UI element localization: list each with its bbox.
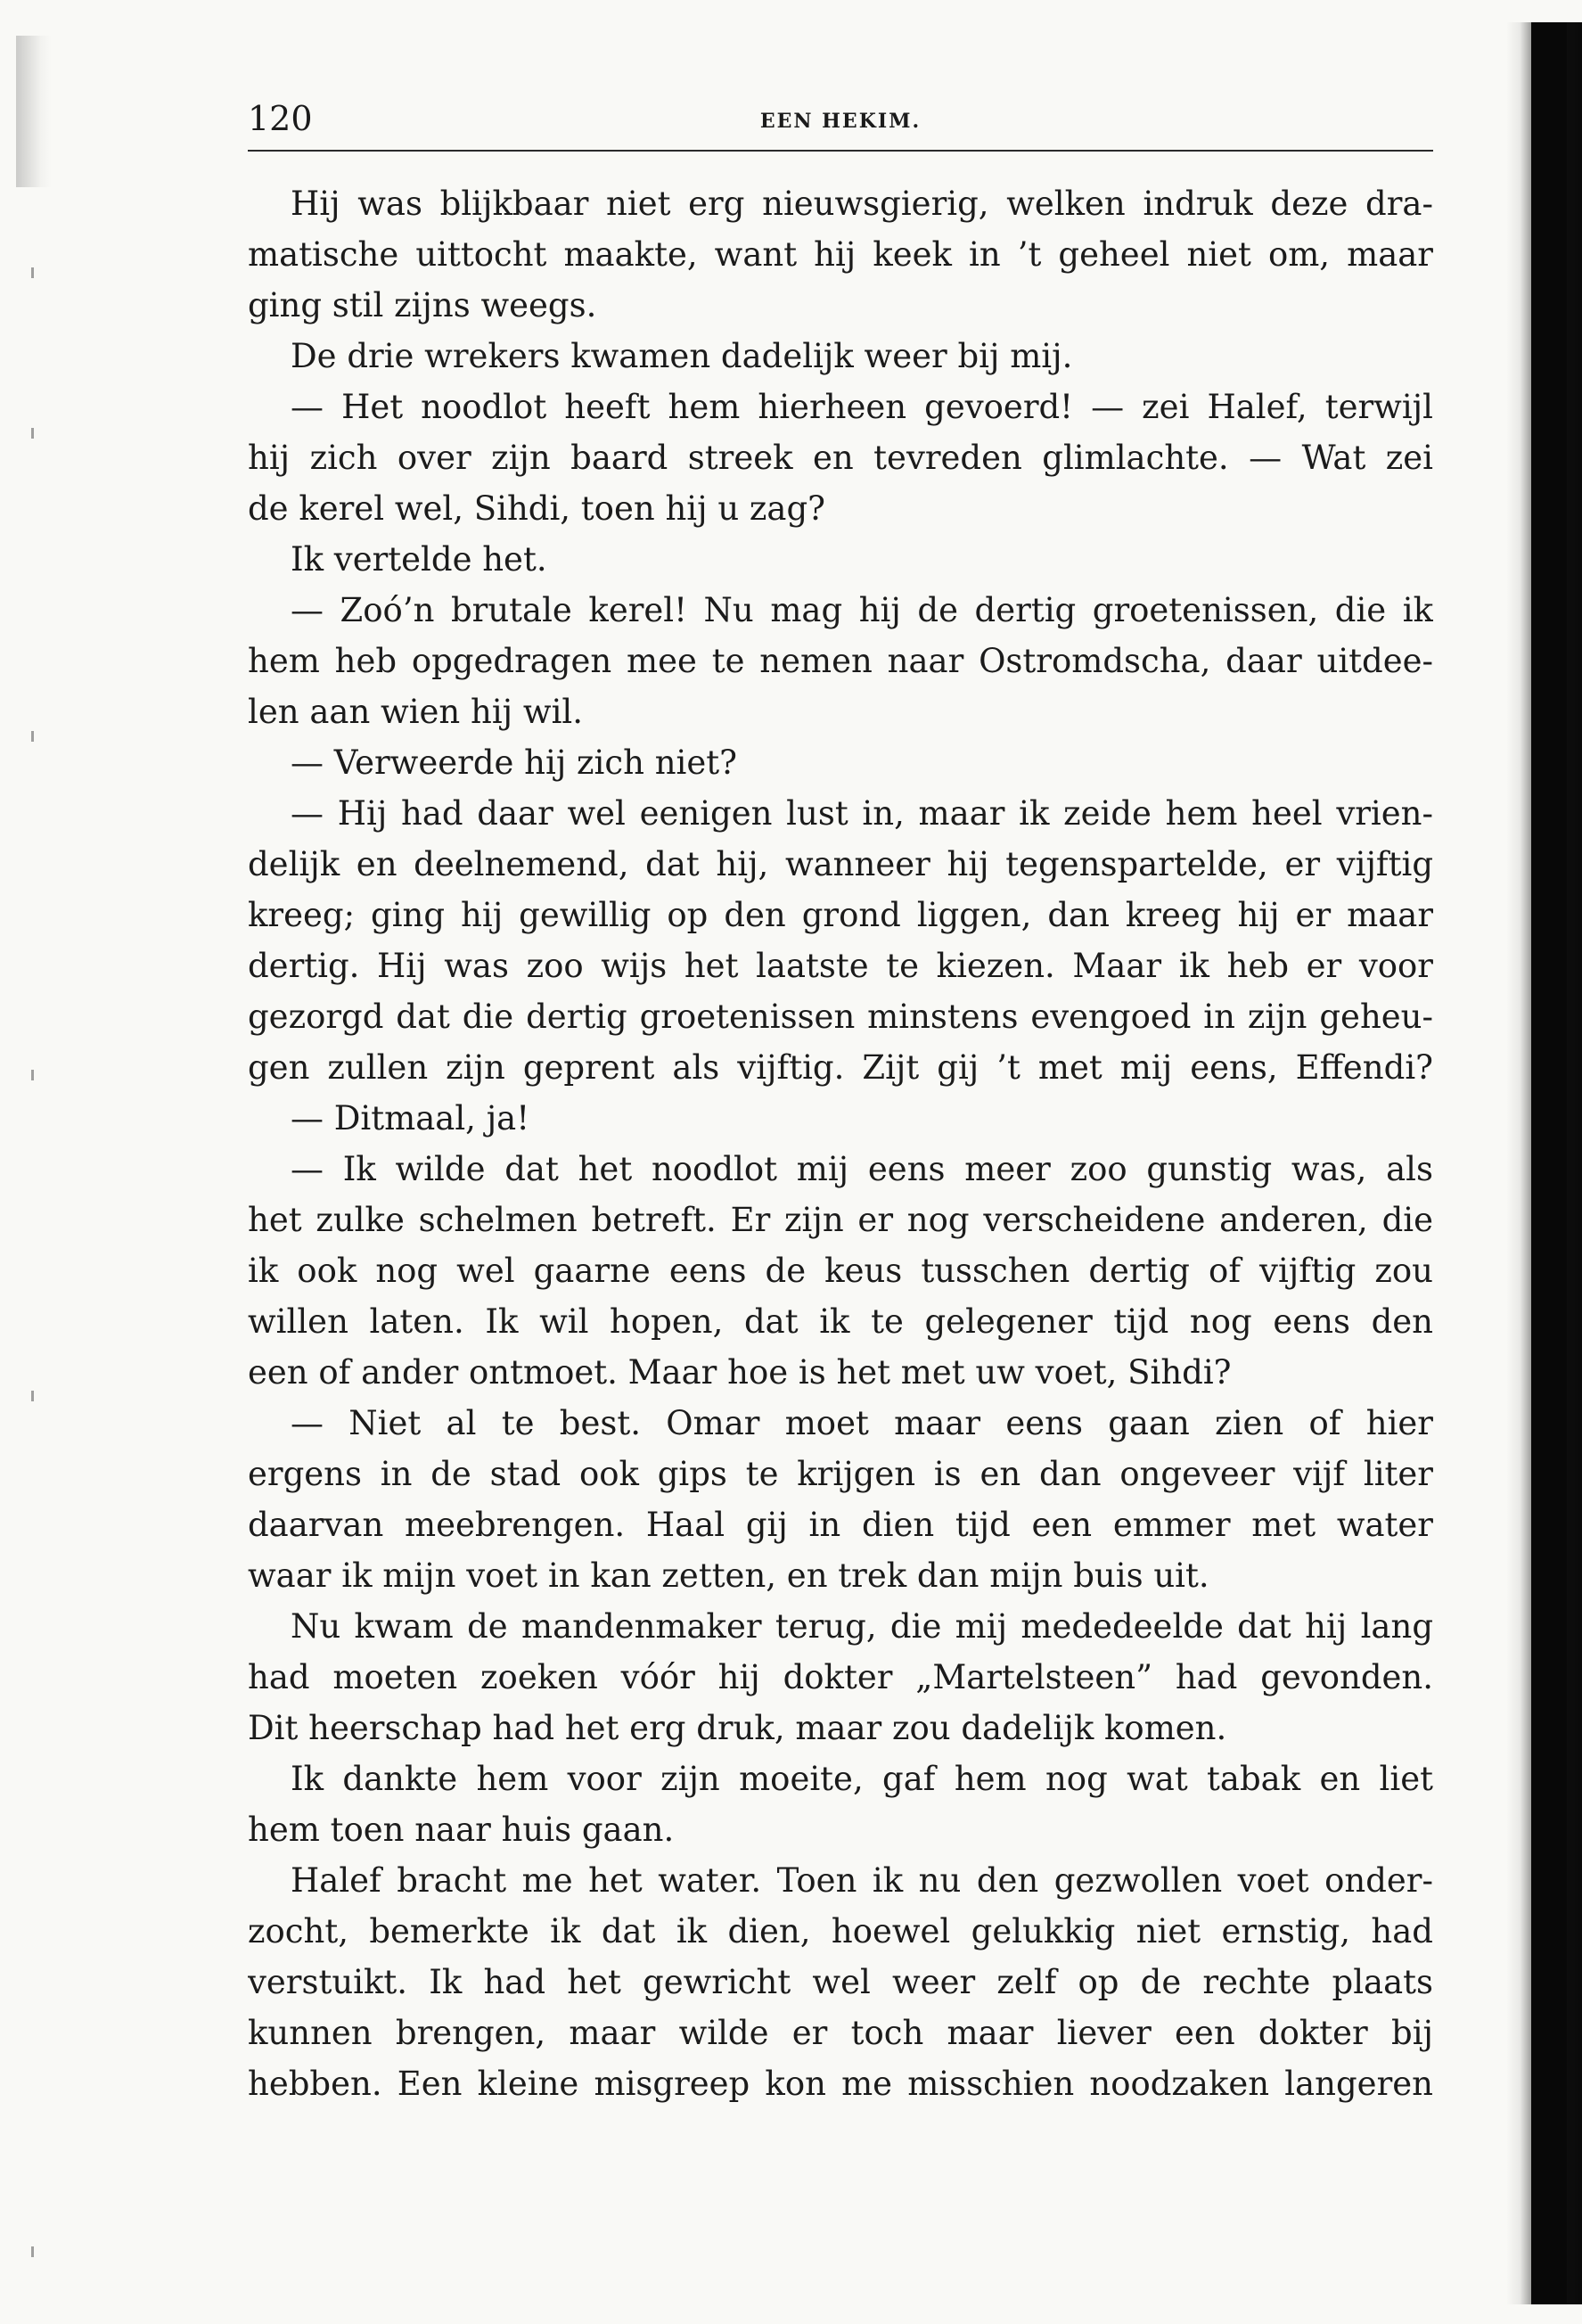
text-line: Hij was blijkbaar niet erg nieuwsgierig, welken indruk deze dra- [291, 185, 1433, 223]
text-line: Halef bracht me het water. Toen ik nu den gezwollen voet onder- [291, 1861, 1433, 1900]
text-line: ik ook nog wel gaarne eens de keus tusschen dertig of vijftig zou [248, 1252, 1433, 1290]
text-line: kunnen brengen, maar wilde er toch maar liever een dokter bij [248, 2014, 1433, 2052]
binding-edge [1531, 22, 1567, 2304]
text-line: zocht, bemerkte ik dat ik dien, hoewel gelukkig niet ernstig, had [248, 1912, 1433, 1950]
text-line: len aan wien hij wil. [248, 693, 584, 731]
text-line: — Het noodlot heeft hem hierheen gevoerd! — zei Halef, terwijl [291, 388, 1433, 426]
text-line: hebben. Een kleine misgreep kon me misschien noodzaken langeren [248, 2065, 1433, 2103]
text-line: verstuikt. Ik had het gewricht wel weer zelf op de rechte plaats [248, 1963, 1433, 2001]
text-line: De drie wrekers kwamen dadelijk weer bij mij. [291, 337, 1073, 375]
text-line: daarvan meebrengen. Haal gij in dien tijd een emmer met water [248, 1506, 1433, 1544]
text-line: ergens in de stad ook gips te krijgen is en dan ongeveer vijf liter [248, 1455, 1433, 1493]
page-header [248, 96, 1433, 152]
text-line: — Hij had daar wel eenigen lust in, maar ik zeide hem heel vrien- [291, 794, 1433, 833]
text-line: Ik dankte hem voor zijn moeite, gaf hem nog wat tabak en liet [291, 1760, 1433, 1798]
text-line: matische uittocht maakte, want hij keek in ’t geheel niet om, maar [248, 235, 1433, 274]
page-number: 120 [248, 99, 313, 138]
text-line: delijk en deelnemend, dat hij, wanneer hij tegenspartelde, er vijftig [248, 845, 1433, 883]
text-line: ging stil zijns weegs. [248, 286, 597, 324]
text-line: hem heb opgedragen mee te nemen naar Ostromdscha, daar uitdee- [248, 642, 1433, 680]
text-line: gen zullen zijn geprent als vijftig. Zijt gij ’t met mij eens, Effendi? [248, 1048, 1433, 1087]
page-edge-shadow [16, 36, 52, 187]
body-text [248, 178, 1433, 2109]
text-line: Nu kwam de mandenmaker terug, die mij mededeelde dat hij lang [291, 1607, 1433, 1646]
text-line: het zulke schelmen betreft. Er zijn er nog verscheidene anderen, die [248, 1201, 1433, 1239]
text-line: hij zich over zijn baard streek en tevreden glimlachte. — Wat zei [248, 439, 1433, 477]
text-line: willen laten. Ik wil hopen, dat ik te gelegener tijd nog eens den [248, 1302, 1433, 1341]
text-line: — Niet al te best. Omar moet maar eens gaan zien of hier [291, 1404, 1433, 1442]
text-line: — Ditmaal, ja! [291, 1099, 530, 1137]
text-line: — Zoó’n brutale kerel! Nu mag hij de dertig groetenissen, die ik [291, 591, 1433, 629]
text-line: waar ik mijn voet in kan zetten, en trek dan mijn buis uit. [248, 1556, 1209, 1595]
text-line: hem toen naar huis gaan. [248, 1811, 675, 1849]
text-line: de kerel wel, Sihdi, toen hij u zag? [248, 489, 826, 528]
text-line: had moeten zoeken vóór hij dokter „Martelsteen” had gevonden. [248, 1658, 1433, 1696]
margin-specks [31, 267, 67, 2273]
text-line: — Ik wilde dat het noodlot mij eens meer zoo gunstig was, als [291, 1150, 1433, 1188]
text-line: een of ander ontmoet. Maar hoe is het met uw voet, Sihdi? [248, 1353, 1232, 1392]
text-line: gezorgd dat die dertig groetenissen minstens evengoed in zijn geheu- [248, 998, 1433, 1036]
text-line: Ik vertelde het. [291, 540, 547, 579]
text-line: kreeg; ging hij gewillig op den grond liggen, dan kreeg hij er maar [248, 896, 1433, 934]
running-head: EEN HEKIM. [759, 110, 922, 133]
text-line: — Verweerde hij zich niet? [291, 743, 737, 782]
text-line: Dit heerschap had het erg druk, maar zou dadelijk komen. [248, 1709, 1227, 1747]
text-line: dertig. Hij was zoo wijs het laatste te kiezen. Maar ik heb er voor [248, 947, 1433, 985]
